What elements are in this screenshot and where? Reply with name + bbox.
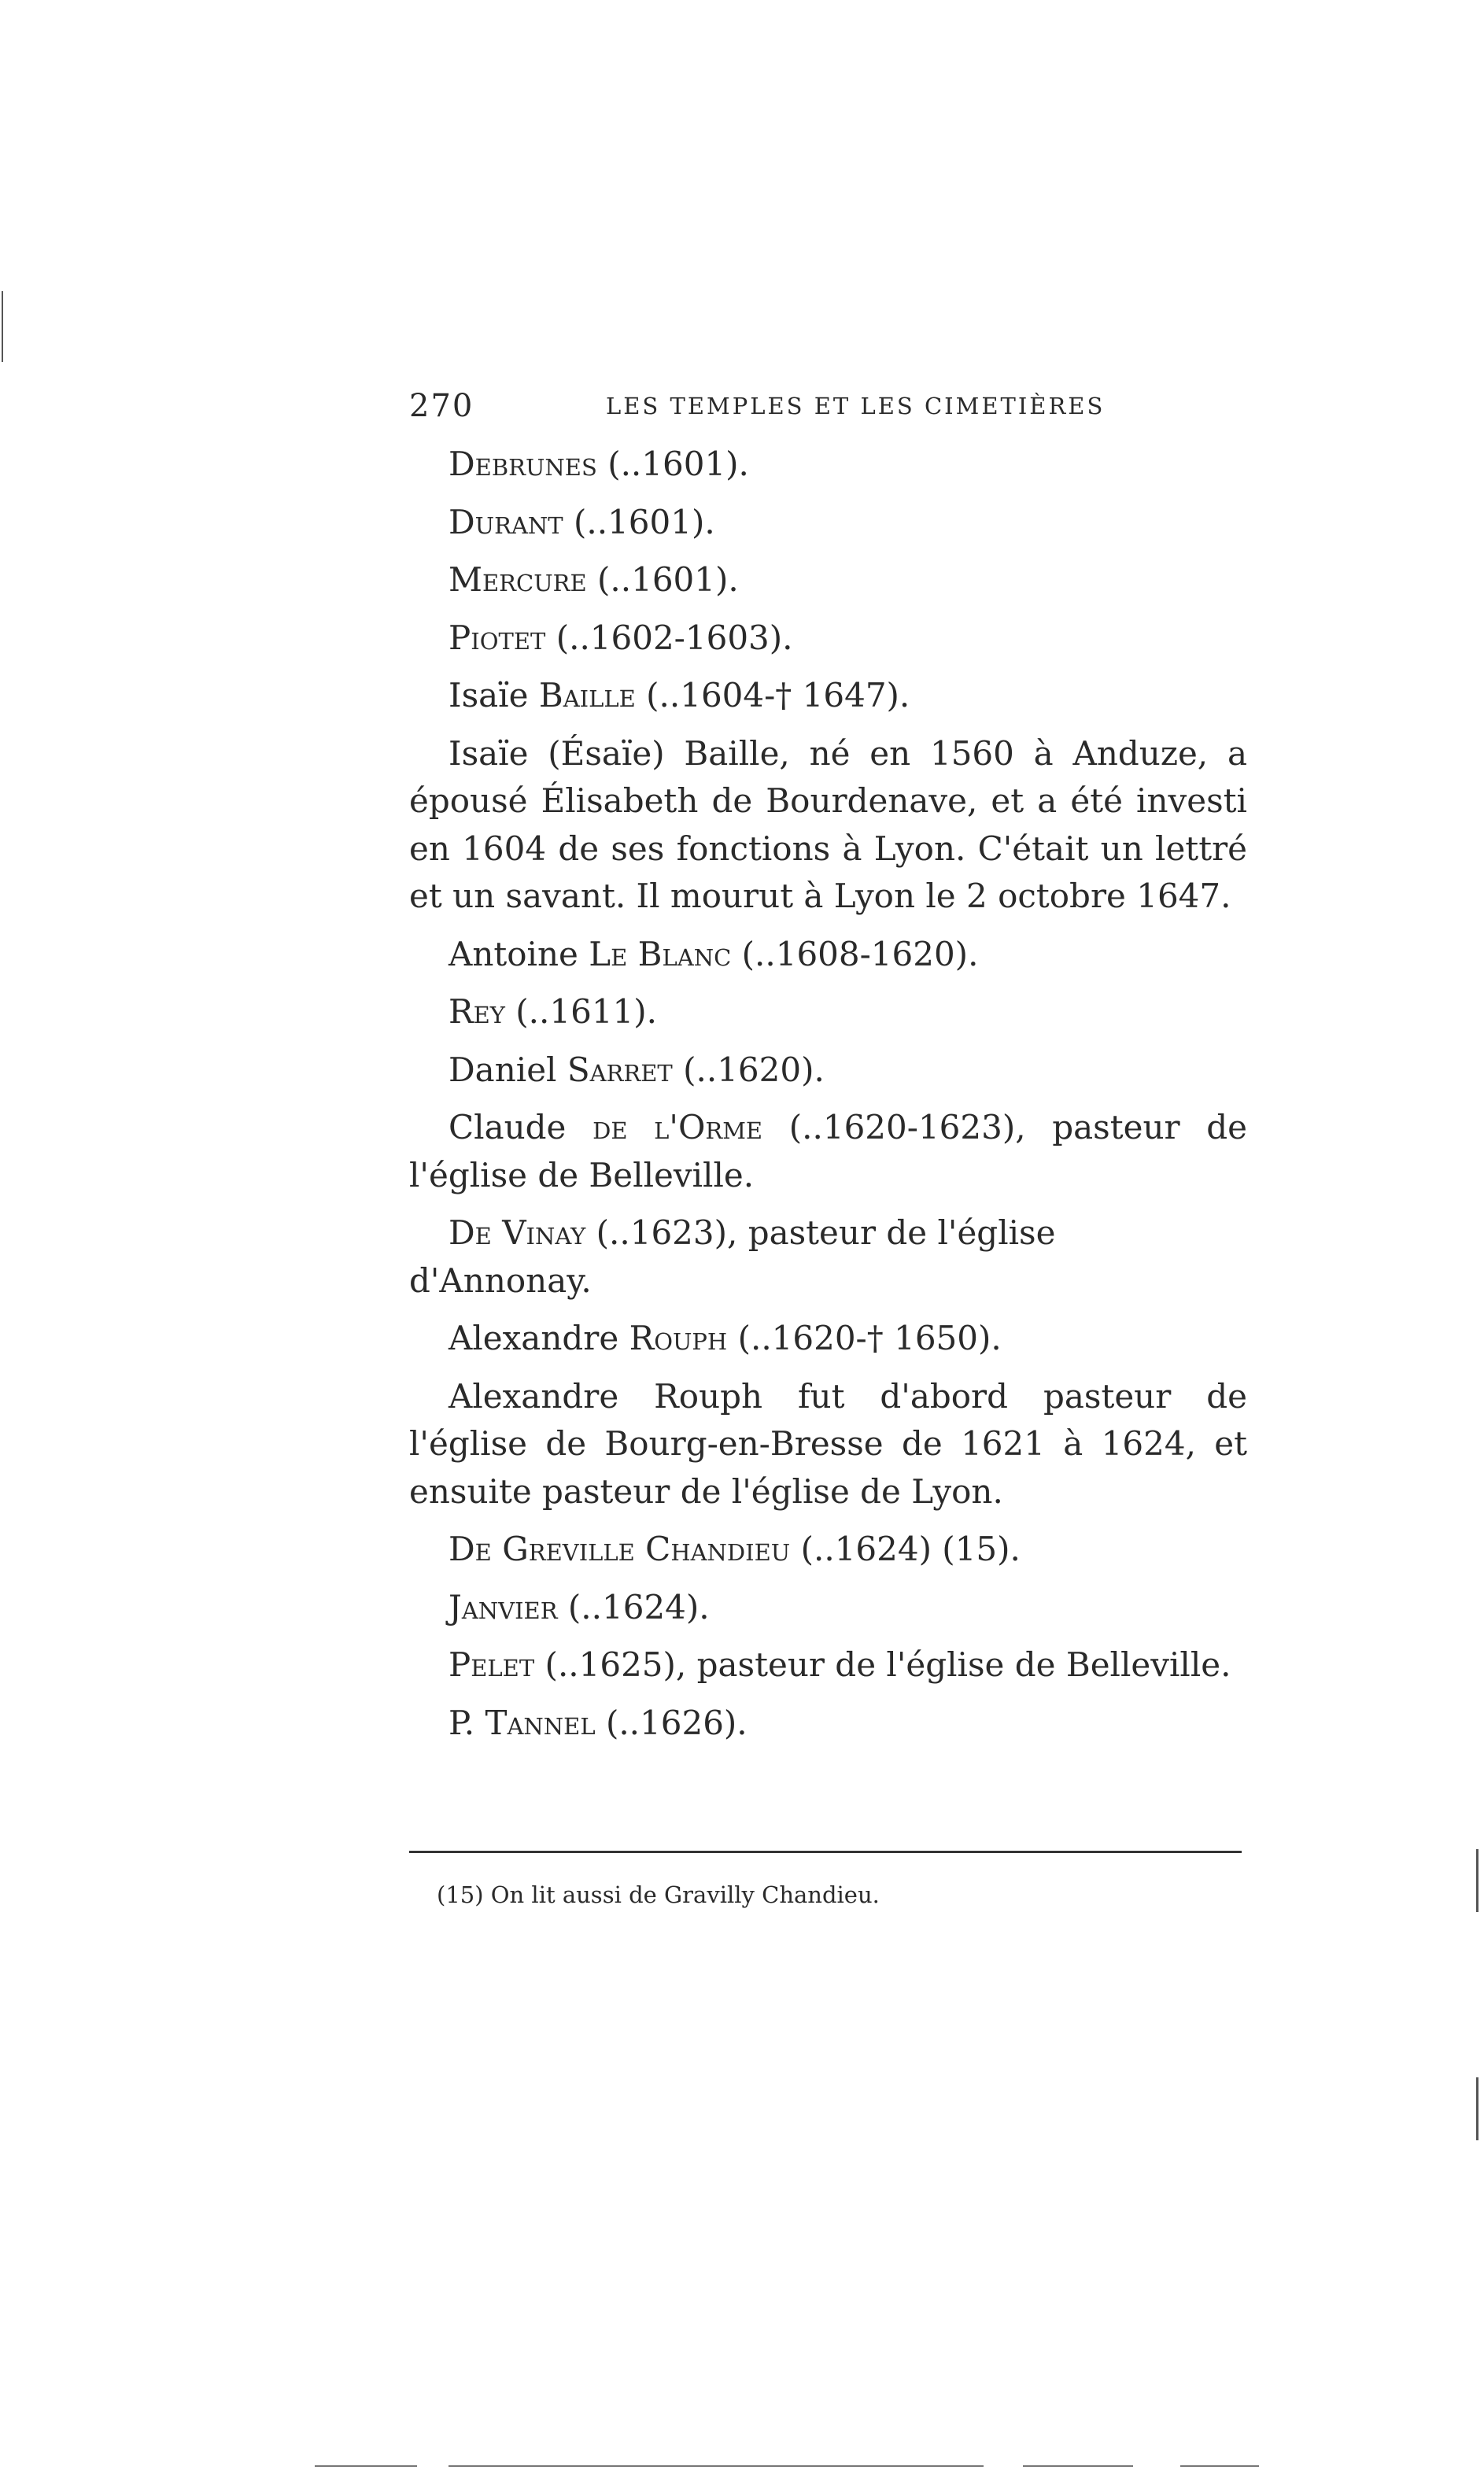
surname: Janvier bbox=[449, 1587, 558, 1626]
pastor-entry bbox=[409, 988, 1247, 1036]
pastor-entry bbox=[409, 1641, 1247, 1689]
scan-bottom-rule bbox=[449, 2465, 984, 2467]
surname: Mercure bbox=[449, 560, 587, 599]
pastor-entry bbox=[409, 1104, 1247, 1199]
biography-paragraph: Alexandre Rouph fut d'abord pasteur de l'église de Bourg-en-Bresse de 1621 à 1624, et ensuite pasteur de l'église de Lyon. bbox=[409, 1376, 1247, 1511]
biography-paragraph: Isaïe (Ésaïe) Baille, né en 1560 à Anduze, a épousé Élisabeth de Bourdenave, et a été investi en 1604 de ses fonctions à Lyon. C'était un lettré et un savant. Il mourut à Lyon le 2 octobre 1647. bbox=[409, 733, 1247, 915]
footnote: (15) On lit aussi de Gravilly Chandieu. bbox=[437, 1881, 880, 1908]
entry-dates: (..1624). bbox=[557, 1587, 710, 1626]
scan-bottom-rule bbox=[1023, 2465, 1133, 2467]
scan-edge-mark bbox=[1476, 2077, 1478, 2140]
entry-dates: (..1601). bbox=[563, 502, 715, 541]
entry-dates: (..1608-1620). bbox=[731, 934, 979, 973]
pastor-entry bbox=[409, 1047, 1247, 1095]
footnote-divider bbox=[409, 1851, 1242, 1853]
entry-dates: (..1620). bbox=[672, 1050, 825, 1089]
surname: De Vinay bbox=[449, 1213, 586, 1252]
surname: de l'Orme bbox=[592, 1108, 763, 1146]
entry-dates: (..1604-† 1647). bbox=[635, 676, 910, 714]
page-number: 270 bbox=[409, 388, 474, 424]
surname: De Greville Chandieu bbox=[449, 1530, 791, 1568]
entry-dates: (..1601). bbox=[586, 560, 739, 599]
entry-dates: (..1602-1603). bbox=[545, 618, 793, 657]
entry-dates: (..1620-† 1650). bbox=[727, 1319, 1002, 1357]
pastor-entry bbox=[409, 1209, 1247, 1305]
surname: Piotet bbox=[449, 618, 546, 657]
surname: Sarret bbox=[567, 1050, 673, 1089]
pastor-entry bbox=[409, 931, 1247, 979]
entry-dates: (..1611). bbox=[504, 992, 657, 1031]
surname: Le Blanc bbox=[589, 934, 732, 973]
surname: Tannel bbox=[485, 1703, 596, 1742]
pastor-entry bbox=[409, 499, 1247, 547]
entry-dates: (..1623), pasteur de l'église d'Annonay. bbox=[409, 1213, 1056, 1300]
pastor-entry bbox=[409, 615, 1247, 663]
given-name: Isaïe bbox=[449, 676, 539, 714]
given-name: Antoine bbox=[449, 934, 589, 973]
pastor-entry bbox=[409, 1700, 1247, 1748]
surname: Rey bbox=[449, 992, 505, 1031]
pastor-entry bbox=[409, 1315, 1247, 1363]
running-title: LES TEMPLES ET LES CIMETIÈRES bbox=[606, 393, 1106, 419]
given-name: Claude bbox=[449, 1108, 593, 1146]
pastor-entry bbox=[409, 1526, 1247, 1574]
surname: Pelet bbox=[449, 1645, 535, 1684]
scan-bottom-rule bbox=[1180, 2465, 1259, 2467]
surname: Durant bbox=[449, 502, 563, 541]
pastor-entry bbox=[409, 556, 1247, 604]
pastor-entry bbox=[409, 672, 1247, 720]
surname: Debrunes bbox=[449, 445, 597, 483]
given-name: Alexandre bbox=[449, 1319, 629, 1357]
page-header bbox=[409, 388, 1247, 427]
entry-dates: (..1626). bbox=[595, 1703, 748, 1742]
scan-edge-mark bbox=[2, 291, 3, 362]
given-name: P. bbox=[449, 1703, 485, 1742]
surname: Rouph bbox=[629, 1319, 728, 1357]
body-text bbox=[409, 441, 1247, 1757]
scan-bottom-rule bbox=[315, 2465, 417, 2467]
entry-dates: (..1625), pasteur de l'église de Belleville. bbox=[534, 1645, 1231, 1684]
entry-dates: (..1601). bbox=[596, 445, 749, 483]
pastor-entry bbox=[409, 441, 1247, 489]
entry-dates: (..1624) (15). bbox=[790, 1530, 1021, 1568]
given-name: Daniel bbox=[449, 1050, 567, 1089]
scan-edge-mark bbox=[1476, 1849, 1478, 1912]
pastor-entry bbox=[409, 1584, 1247, 1632]
surname: Baille bbox=[538, 676, 636, 714]
entry-dates: (..1620-1623), pasteur de l'église de Belleville. bbox=[409, 1108, 1247, 1194]
